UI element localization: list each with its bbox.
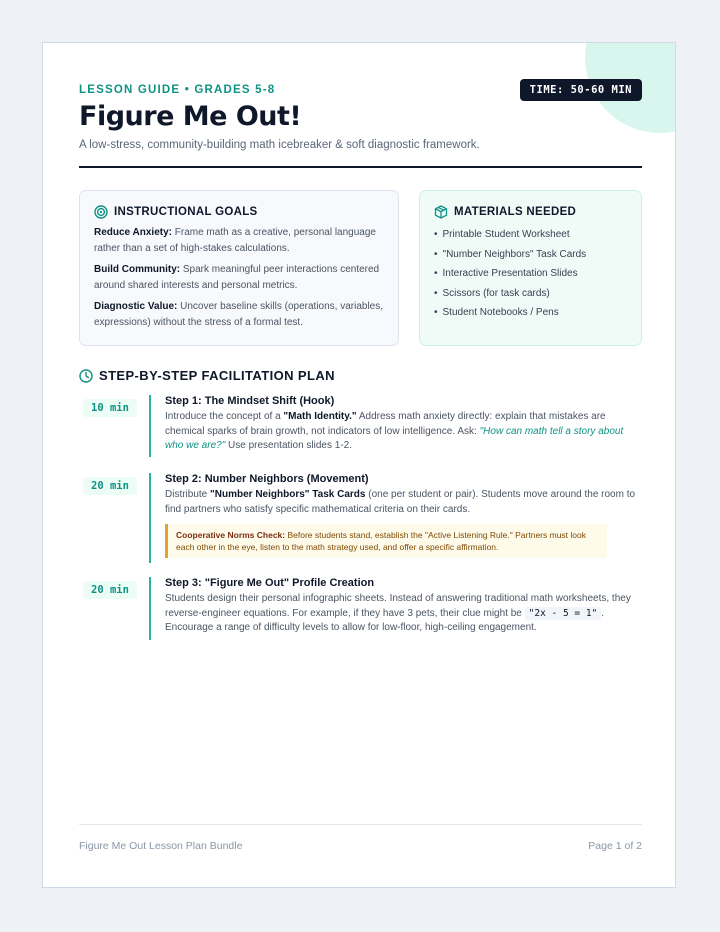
footer-title: Figure Me Out Lesson Plan Bundle [79, 840, 243, 852]
step-description [165, 410, 642, 454]
instructional-goals-card [79, 190, 399, 346]
target-icon [94, 205, 108, 219]
material-item: • Interactive Presentation Slides [434, 264, 627, 284]
step-text-part: (one per student or pair). Students move around the room to find partners who satisfy specific mathematical criteria on their cards. [165, 489, 636, 515]
step-description [165, 488, 642, 517]
step-text-part: . Encourage a range of difficulty levels to allow for low-floor, high-ceiling engagement. [165, 607, 605, 633]
step-text-question: "How can math tell a story about who we are?" [165, 425, 624, 451]
goal-item [94, 299, 384, 330]
goal-item [94, 262, 384, 293]
step-text-part: Use presentation slides 1-2. [225, 440, 352, 451]
lesson-page [42, 42, 676, 888]
cooperative-norms-callout [165, 524, 607, 558]
equation-code: "2x - 5 = 1" [525, 607, 602, 620]
callout-text: Before students stand, establish the "Active Listening Rule." Partners must look each other in the eye, listen to the math strategy used, and offer a specific affirmation. [176, 530, 586, 552]
step-text-part: Students design their personal infographic sheets. Instead of answering traditional math worksheets, they reverse-engineer equations. For example, if they have 3 pets, their clue might be [165, 593, 631, 619]
plan-title: STEP-BY-STEP FACILITATION PLAN [99, 368, 335, 383]
material-item: • Printable Student Worksheet [434, 225, 627, 245]
step-title: Step 1: The Mindset Shift (Hook) [165, 395, 335, 407]
goal-label: Diagnostic Value: [94, 301, 178, 312]
materials-header [434, 205, 627, 219]
step-body [149, 577, 642, 640]
goal-text: Uncover baseline skills (operations, variables, expressions) without the stress of a formal test. [94, 301, 384, 328]
goals-header [94, 205, 384, 219]
materials-title: MATERIALS NEEDED [454, 206, 577, 218]
step-title: Step 3: "Figure Me Out" Profile Creation [165, 577, 375, 589]
step-duration-badge: 20 min [83, 477, 137, 495]
step-description [165, 592, 642, 636]
goal-item [94, 225, 384, 256]
goals-title: INSTRUCTIONAL GOALS [114, 206, 258, 218]
goal-label: Reduce Anxiety: [94, 227, 172, 238]
page-subtitle: A low-stress, community-building math icebreaker & soft diagnostic framework. [79, 139, 480, 151]
page-number: Page 1 of 2 [588, 840, 642, 852]
page-title: Figure Me Out! [79, 101, 302, 132]
step-duration-badge: 10 min [83, 399, 137, 417]
step-body [149, 473, 642, 563]
header-divider [79, 166, 642, 168]
material-item: • Student Notebooks / Pens [434, 303, 627, 323]
package-icon [434, 205, 448, 219]
step-text-part: Address math anxiety directly: explain that mistakes are chemical sparks of brain growth, not indicators of low intelligence. Ask: [165, 411, 606, 437]
time-badge: TIME: 50-60 MIN [520, 79, 642, 101]
material-item: • Scissors (for task cards) [434, 284, 627, 304]
material-item: • "Number Neighbors" Task Cards [434, 245, 627, 265]
step-text-part: Distribute [165, 489, 211, 500]
goal-text: Spark meaningful peer interactions centered around shared interests and personal metrics. [94, 264, 380, 291]
lesson-kicker: LESSON GUIDE • GRADES 5-8 [79, 84, 276, 96]
clock-icon [79, 369, 93, 383]
callout-label: Cooperative Norms Check: [176, 530, 286, 540]
step-text-bold: "Math Identity." [283, 411, 357, 422]
plan-header [79, 368, 335, 383]
step-text-bold: "Number Neighbors" Task Cards [210, 489, 366, 500]
footer-divider [79, 824, 642, 825]
step-text-part: Introduce the concept of a [165, 411, 284, 422]
goal-text: Frame math as a creative, personal language rather than a set of high-stakes calculations. [94, 227, 376, 254]
step-body [149, 395, 642, 457]
materials-list [434, 225, 627, 323]
step-duration-badge: 20 min [83, 581, 137, 599]
step-title: Step 2: Number Neighbors (Movement) [165, 473, 369, 485]
goal-label: Build Community: [94, 264, 181, 275]
materials-card [419, 190, 642, 346]
